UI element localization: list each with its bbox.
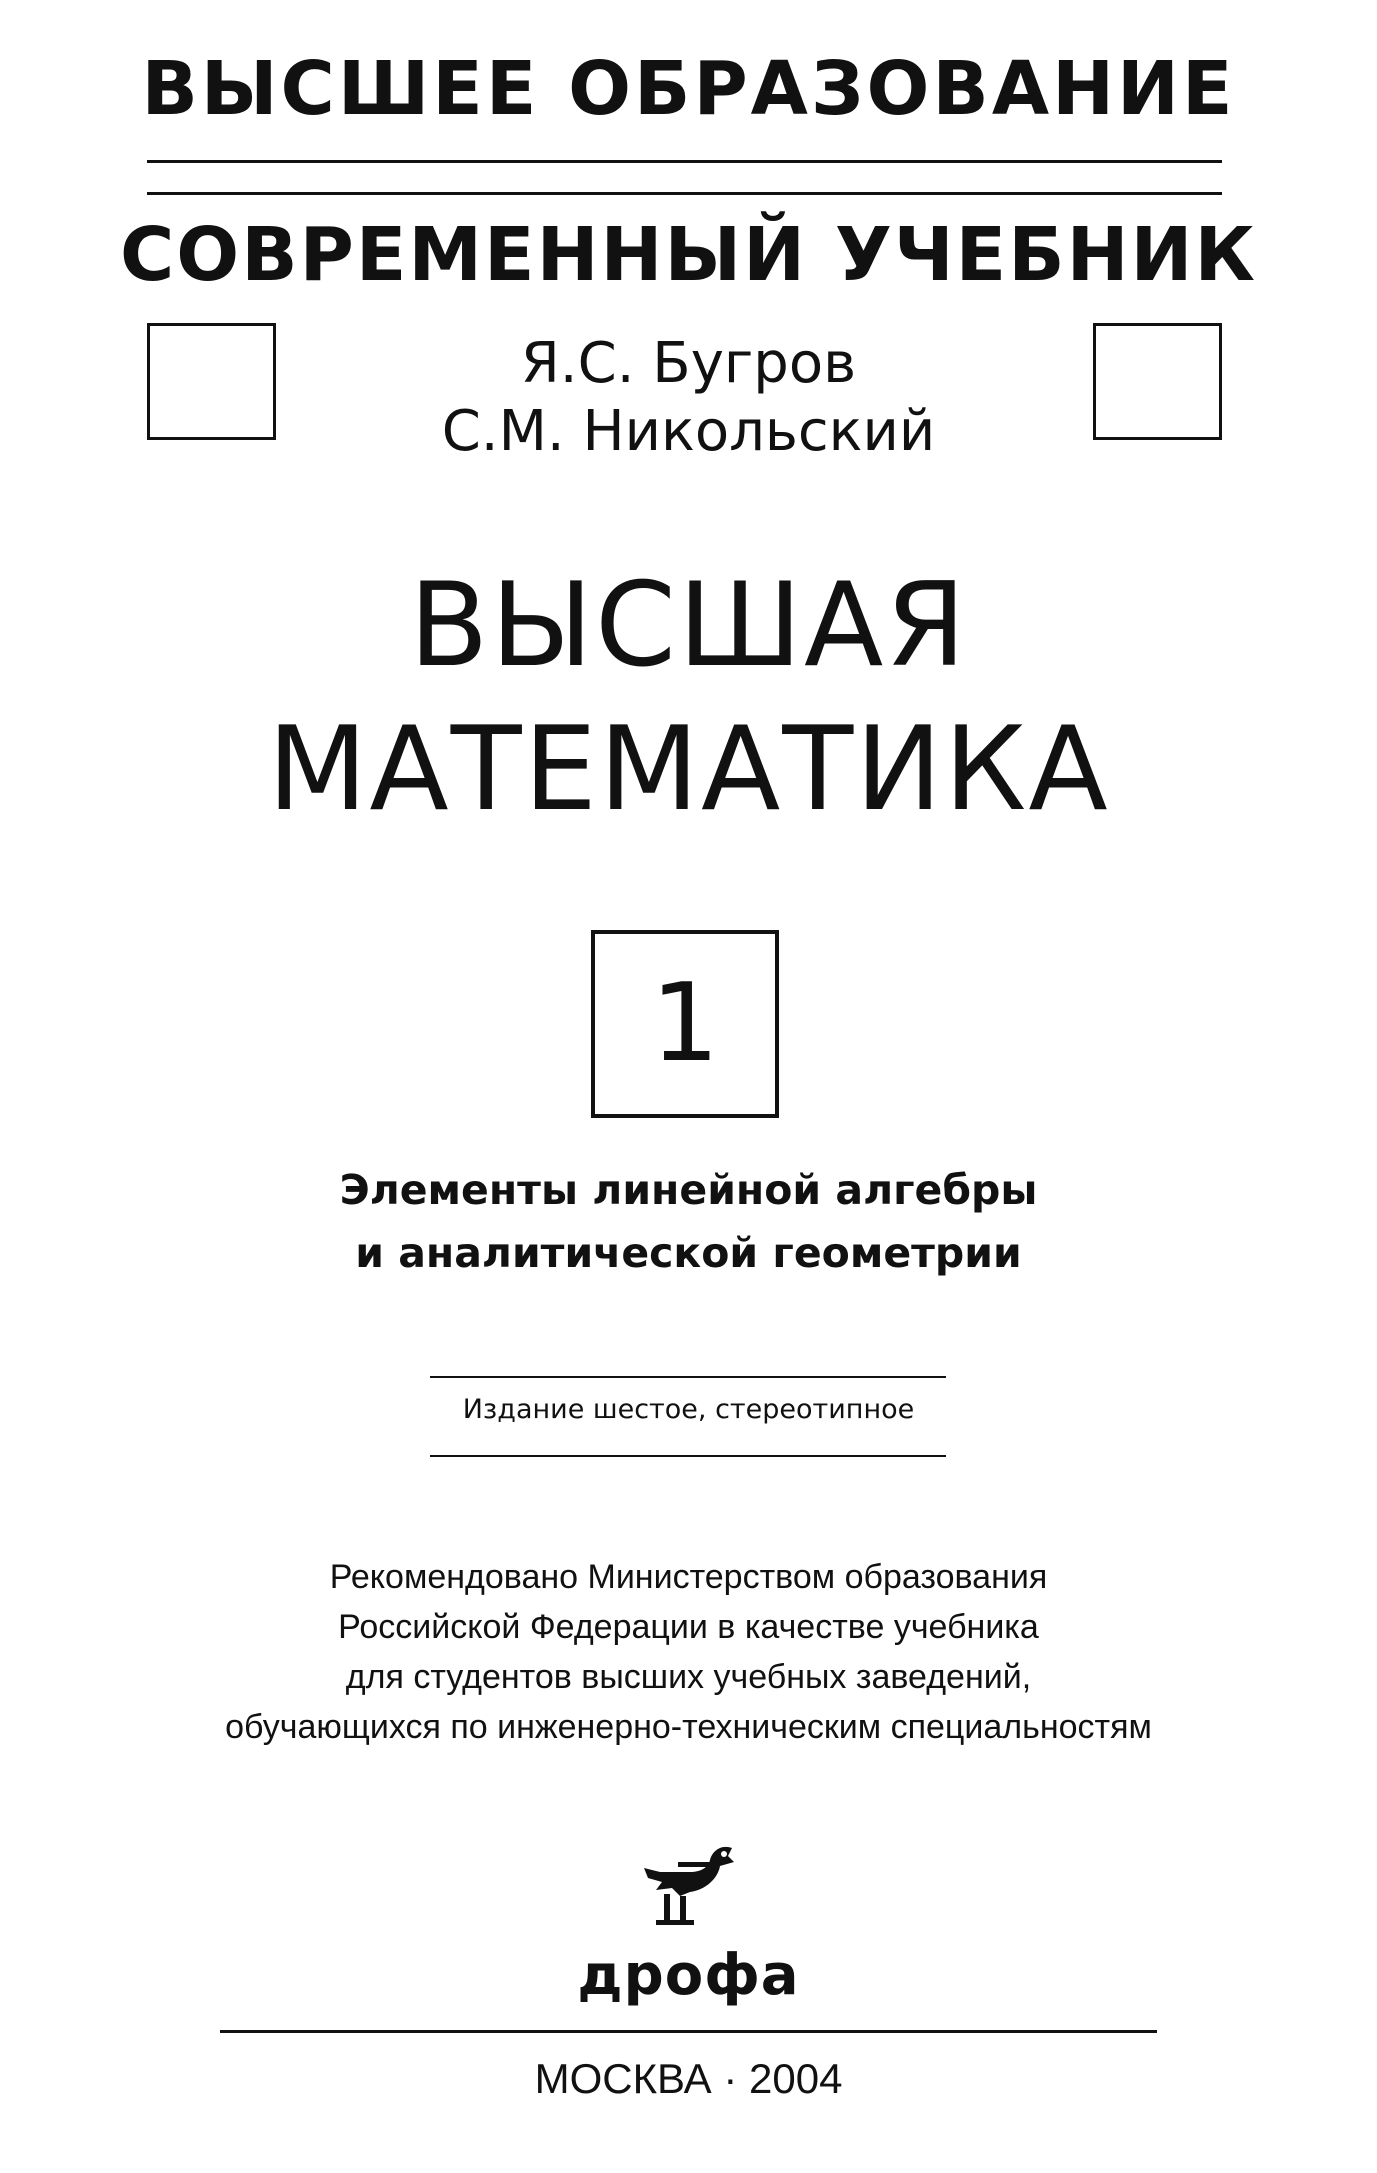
edition-rule-top xyxy=(430,1376,946,1378)
volume-number: 1 xyxy=(650,961,720,1086)
header-rule-top xyxy=(147,160,1222,163)
book-title-line-1: ВЫСШАЯ xyxy=(409,558,968,693)
series-title: ВЫСШЕЕ ОБРАЗОВАНИЕ xyxy=(141,46,1236,132)
publisher-logo-icon xyxy=(620,1838,760,1948)
recommendation-line-3: для студентов высших учебных заведений, xyxy=(345,1658,1032,1696)
subtitle-line-2: и аналитической геометрии xyxy=(355,1229,1022,1277)
book-title-line-2: МАТЕМАТИКА xyxy=(267,702,1110,837)
author-2: С.М. Никольский xyxy=(441,399,936,464)
subtitle-line-1: Элементы линейной алгебры xyxy=(339,1166,1038,1214)
imprint-rule xyxy=(220,2030,1157,2033)
header-rule-bottom xyxy=(147,192,1222,195)
edition-note: Издание шестое, стереотипное xyxy=(462,1394,915,1425)
recommendation-line-2: Российской Федерации в качестве учебника xyxy=(338,1608,1039,1646)
publisher-name: дрофа xyxy=(577,1943,800,2008)
author-1: Я.С. Бугров xyxy=(520,331,857,396)
edition-rule-bottom xyxy=(430,1455,946,1457)
city-and-year: МОСКВА · 2004 xyxy=(534,2055,843,2102)
series-subtitle: СОВРЕМЕННЫЙ УЧЕБНИК xyxy=(120,212,1257,298)
recommendation-line-1: Рекомендовано Министерством образования xyxy=(329,1558,1048,1596)
recommendation-line-4: обучающихся по инженерно-техническим специальностям xyxy=(225,1708,1152,1746)
